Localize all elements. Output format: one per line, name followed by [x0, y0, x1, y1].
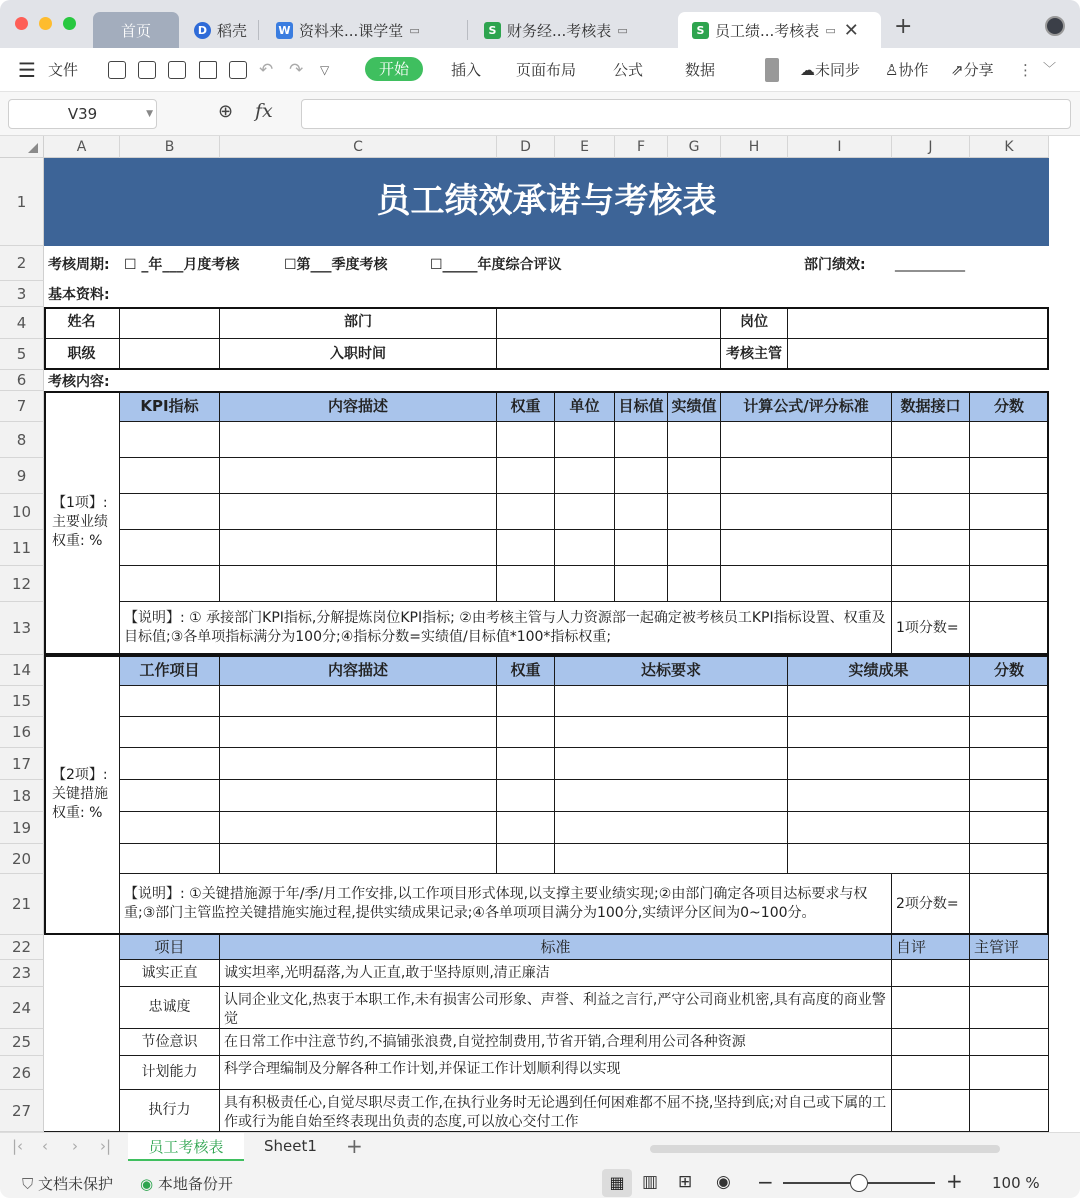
section2-data-cell[interactable] — [788, 812, 970, 844]
row-header-17[interactable]: 17 — [0, 748, 44, 780]
manager-eval-cell[interactable] — [970, 960, 1049, 987]
file-menu[interactable]: 文件 — [48, 61, 79, 79]
normal-view-icon[interactable]: ▦ — [602, 1169, 632, 1197]
name-box[interactable] — [8, 99, 157, 129]
section1-data-cell[interactable] — [555, 566, 615, 602]
zoom-level: 100 % — [992, 1174, 1040, 1192]
backup-icon: ◉ — [140, 1175, 154, 1193]
row-header-14[interactable]: 14 — [0, 655, 44, 686]
sheet-tab-sheet1[interactable]: Sheet1 — [264, 1137, 317, 1155]
row-header-20[interactable]: 20 — [0, 844, 44, 874]
period-quarterly[interactable]: ☐第___季度考核 — [284, 256, 388, 273]
collab-button[interactable] — [885, 48, 928, 92]
manager-eval-cell[interactable] — [970, 987, 1049, 1029]
column-header-C[interactable]: C — [220, 136, 497, 158]
section2-data-cell[interactable] — [970, 748, 1049, 780]
sync-label: 未同步 — [815, 61, 861, 79]
tab-data[interactable]: 数据 — [685, 61, 716, 79]
section1-data-cell[interactable] — [970, 530, 1049, 566]
cloud-icon: ☁ — [800, 61, 815, 79]
post-value[interactable] — [788, 307, 1049, 339]
column-header-K[interactable]: K — [970, 136, 1049, 158]
tab-start[interactable]: 开始 — [365, 57, 423, 81]
section1-data-cell[interactable] — [721, 530, 892, 566]
section1-score-label[interactable]: 1项分数= — [892, 602, 970, 655]
name-label[interactable]: 姓名 — [44, 307, 120, 339]
column-header-J[interactable]: J — [892, 136, 970, 158]
row-header-4[interactable]: 4 — [0, 307, 44, 339]
shield-icon: ⛉ — [22, 1175, 34, 1193]
section2-data-cell[interactable] — [497, 748, 555, 780]
sync-status[interactable] — [800, 48, 860, 92]
hire-date-label[interactable]: 入职时间 — [220, 339, 497, 370]
section2-data-cell[interactable] — [120, 686, 220, 717]
supervisor-label[interactable]: 考核主管 — [721, 339, 788, 370]
section2-header[interactable]: 实绩成果 — [788, 655, 970, 686]
spreadsheet-icon: S — [484, 22, 501, 39]
section2-header[interactable]: 内容描述 — [220, 655, 497, 686]
section1-data-cell[interactable] — [970, 422, 1049, 458]
section1-data-cell[interactable] — [220, 566, 497, 602]
export-pdf-icon[interactable] — [168, 61, 186, 79]
tab-label: 员工绩...考核表 — [715, 21, 820, 40]
section2-data-cell[interactable] — [788, 748, 970, 780]
manager-eval-cell[interactable] — [970, 1090, 1049, 1132]
row-header-10[interactable]: 10 — [0, 494, 44, 530]
ribbon-toolbar — [0, 48, 1080, 92]
tab-finance-sheet[interactable] — [470, 12, 675, 48]
self-eval-cell[interactable] — [892, 960, 970, 987]
section1-data-cell[interactable] — [120, 422, 220, 458]
more-options-icon[interactable]: ⋮ — [1018, 61, 1033, 79]
row-header-26[interactable]: 26 — [0, 1056, 44, 1090]
spreadsheet-grid — [0, 136, 1080, 1132]
section2-data-cell[interactable] — [555, 717, 788, 748]
redo-icon[interactable]: ↷ — [289, 60, 304, 80]
desktop-icon: ▭ — [617, 23, 628, 37]
content-label[interactable]: 考核内容: — [48, 373, 110, 390]
menu-icon[interactable]: ☰ — [18, 58, 36, 82]
rank-value[interactable] — [120, 339, 220, 370]
backup-status[interactable] — [140, 1173, 233, 1194]
section2-data-cell[interactable] — [555, 812, 788, 844]
section1-header[interactable]: 权重 — [497, 391, 555, 422]
section1-data-cell[interactable] — [497, 422, 555, 458]
select-all-corner[interactable] — [0, 136, 44, 158]
print-icon[interactable] — [199, 61, 217, 79]
word-doc-icon: W — [276, 22, 293, 39]
section1-data-cell[interactable] — [615, 494, 668, 530]
collab-label: 协作 — [898, 61, 929, 79]
row-header-6[interactable]: 6 — [0, 370, 44, 391]
print-preview-icon[interactable] — [229, 61, 247, 79]
desktop-icon: ▭ — [409, 23, 420, 37]
section1-data-cell[interactable] — [220, 530, 497, 566]
section1-header[interactable]: 计算公式/评分标准 — [721, 391, 892, 422]
row-header-27[interactable]: 27 — [0, 1090, 44, 1132]
section1-data-cell[interactable] — [892, 566, 970, 602]
undo-icon[interactable]: ↶ — [259, 60, 274, 80]
section1-data-cell[interactable] — [721, 458, 892, 494]
section1-data-cell[interactable] — [555, 494, 615, 530]
competency-standard[interactable]: 具有积极责任心,自觉尽职尽责工作,在执行业务时无论遇到任何困难都不屈不挠,坚持到底;对自己或下属的工作或行为能自始至终表现出负责的态度,可以放心交付工作 — [220, 1090, 892, 1132]
last-sheet-icon[interactable]: ›| — [100, 1137, 112, 1155]
section2-data-cell[interactable] — [497, 686, 555, 717]
section2-data-cell[interactable] — [220, 686, 497, 717]
add-sheet-icon[interactable]: + — [346, 1134, 363, 1158]
zoom-slider-handle[interactable] — [850, 1174, 868, 1192]
section1-data-cell[interactable] — [892, 494, 970, 530]
period-yearly[interactable]: ☐_____年度综合评议 — [430, 256, 562, 273]
section2-data-cell[interactable] — [555, 748, 788, 780]
section1-data-cell[interactable] — [220, 458, 497, 494]
competency-item[interactable]: 节俭意识 — [120, 1029, 220, 1056]
section1-data-cell[interactable] — [970, 566, 1049, 602]
section2-data-cell[interactable] — [970, 844, 1049, 874]
more-dropdown-icon[interactable]: ▽ — [320, 63, 330, 77]
section1-header[interactable]: 单位 — [555, 391, 615, 422]
row-header-9[interactable]: 9 — [0, 458, 44, 494]
section2-note[interactable]: 【说明】: ①关键措施源于年/季/月工作安排,以工作项目形式体现,以支撑主要业绩实现;②由部门确定各项目达标要求与权重;③部门主管监控关键措施实施过程,提供实绩成果记录;④各单项项目满分为100分,实绩评分区间为0~100分。 — [120, 874, 892, 935]
section1-note[interactable]: 【说明】: ① 承接部门KPI指标,分解提炼岗位KPI指标; ②由考核主管与人力资源部一起确定被考核员工KPI指标设置、权重及目标值;③各单项指标满分为100分;④指标分数=实绩值/目标值*100*指标权重; — [120, 602, 892, 655]
section2-data-cell[interactable] — [220, 780, 497, 812]
row-header-3[interactable]: 3 — [0, 281, 44, 307]
dept-label[interactable]: 部门 — [220, 307, 497, 339]
section1-data-cell[interactable] — [555, 422, 615, 458]
basic-info-label[interactable]: 基本资料: — [48, 287, 110, 303]
share-button[interactable] — [951, 48, 994, 92]
section1-data-cell[interactable] — [615, 566, 668, 602]
section2-data-cell[interactable] — [497, 780, 555, 812]
supervisor-value[interactable] — [788, 339, 1049, 370]
row-header-5[interactable]: 5 — [0, 339, 44, 370]
column-header-H[interactable]: H — [721, 136, 788, 158]
section2-data-cell[interactable] — [788, 717, 970, 748]
row-header-23[interactable]: 23 — [0, 960, 44, 987]
hire-date-value[interactable] — [497, 339, 721, 370]
section2-data-cell[interactable] — [497, 717, 555, 748]
zoom-out-icon[interactable]: − — [757, 1170, 774, 1194]
section2-data-cell[interactable] — [120, 748, 220, 780]
tab-word-doc[interactable] — [262, 12, 467, 48]
tab-formula[interactable]: 公式 — [613, 61, 644, 79]
section2-score-value[interactable] — [970, 874, 1049, 935]
section1-data-cell[interactable] — [721, 494, 892, 530]
scroll-right-icon[interactable] — [765, 58, 779, 82]
self-eval-cell[interactable] — [892, 1029, 970, 1056]
person-icon: ♙ — [885, 61, 899, 79]
zoom-in-icon[interactable]: + — [946, 1169, 963, 1193]
sheet-title[interactable]: 员工绩效承诺与考核表 — [44, 158, 1049, 246]
tab-label: 资料来...课学堂 — [299, 21, 404, 40]
section1-header[interactable]: 目标值 — [615, 391, 668, 422]
section2-data-cell[interactable] — [970, 686, 1049, 717]
spreadsheet-icon: S — [692, 22, 709, 39]
section1-data-cell[interactable] — [120, 566, 220, 602]
section1-data-cell[interactable] — [615, 422, 668, 458]
horizontal-scrollbar[interactable] — [650, 1145, 1000, 1153]
tab-employee-sheet-active[interactable] — [678, 12, 881, 48]
manager-eval-cell[interactable] — [970, 1029, 1049, 1056]
row-header-18[interactable]: 18 — [0, 780, 44, 812]
section2-data-cell[interactable] — [497, 844, 555, 874]
section2-data-cell[interactable] — [220, 717, 497, 748]
first-sheet-icon[interactable]: |‹ — [12, 1137, 24, 1155]
row-header-21[interactable]: 21 — [0, 874, 44, 935]
competency-standard[interactable]: 科学合理编制及分解各种工作计划,并保证工作计划顺利得以实现 — [220, 1056, 892, 1090]
manager-eval-cell[interactable] — [970, 1056, 1049, 1090]
competency-item[interactable]: 计划能力 — [120, 1056, 220, 1090]
section2-data-cell[interactable] — [220, 844, 497, 874]
backup-label: 本地备份开 — [157, 1175, 233, 1193]
section1-data-cell[interactable] — [668, 458, 721, 494]
section2-data-cell[interactable] — [497, 812, 555, 844]
doc-protect-status[interactable] — [22, 1173, 113, 1194]
row-header-1[interactable]: 1 — [0, 158, 44, 246]
tab-label: 首页 — [120, 21, 151, 40]
section1-data-cell[interactable] — [615, 458, 668, 494]
section1-data-cell[interactable] — [497, 566, 555, 602]
competency-standard[interactable]: 在日常工作中注意节约,不搞铺张浪费,自觉控制费用,节省开销,合理利用公司各种资源 — [220, 1029, 892, 1056]
section1-data-cell[interactable] — [120, 494, 220, 530]
self-eval-cell[interactable] — [892, 1090, 970, 1132]
post-label[interactable]: 岗位 — [721, 307, 788, 339]
section1-data-cell[interactable] — [120, 458, 220, 494]
section2-header[interactable]: 权重 — [497, 655, 555, 686]
section2-header[interactable]: 达标要求 — [555, 655, 788, 686]
section1-data-cell[interactable] — [497, 494, 555, 530]
column-header-F[interactable]: F — [615, 136, 668, 158]
section2-data-cell[interactable] — [555, 844, 788, 874]
column-header-E[interactable]: E — [555, 136, 615, 158]
row-header-2[interactable]: 2 — [0, 246, 44, 281]
section1-data-cell[interactable] — [892, 422, 970, 458]
row-header-13[interactable]: 13 — [0, 602, 44, 655]
section2-data-cell[interactable] — [120, 812, 220, 844]
title-bar — [0, 0, 1080, 48]
tab-label: 财务经...考核表 — [507, 21, 612, 40]
section1-score-value[interactable] — [970, 602, 1049, 655]
tab-page-layout[interactable]: 页面布局 — [516, 61, 577, 79]
section1-data-cell[interactable] — [497, 458, 555, 494]
section2-data-cell[interactable] — [555, 686, 788, 717]
docer-icon: D — [194, 22, 211, 39]
function-icon[interactable]: fx — [255, 100, 273, 122]
section2-data-cell[interactable] — [970, 780, 1049, 812]
section1-header[interactable]: 实绩值 — [668, 391, 721, 422]
column-header-B[interactable]: B — [120, 136, 220, 158]
next-sheet-icon[interactable]: › — [72, 1137, 78, 1155]
dept-value[interactable] — [497, 307, 721, 339]
eye-protection-icon[interactable]: ◉ — [716, 1172, 731, 1192]
column-header-A[interactable]: A — [44, 136, 120, 158]
share-label: 分享 — [963, 61, 994, 79]
chevron-down-icon: ▼ — [146, 109, 153, 119]
section2-header[interactable]: 分数 — [970, 655, 1049, 686]
share-icon: ⇗ — [951, 61, 964, 79]
close-window-button[interactable] — [15, 17, 28, 30]
section3-header[interactable]: 主管评 — [970, 935, 1049, 960]
protect-label: 文档未保护 — [38, 1175, 114, 1193]
section1-header[interactable]: 内容描述 — [220, 391, 497, 422]
section2-data-cell[interactable] — [220, 748, 497, 780]
page-break-icon[interactable]: ⊞ — [678, 1172, 693, 1192]
section2-data-cell[interactable] — [970, 717, 1049, 748]
close-tab-icon[interactable]: ✕ — [843, 19, 859, 41]
section2-data-cell[interactable] — [120, 844, 220, 874]
section2-data-cell[interactable] — [555, 780, 788, 812]
row-header-24[interactable]: 24 — [0, 987, 44, 1029]
row-header-12[interactable]: 12 — [0, 566, 44, 602]
section2-data-cell[interactable] — [120, 717, 220, 748]
section1-data-cell[interactable] — [220, 422, 497, 458]
section2-data-cell[interactable] — [120, 780, 220, 812]
section1-data-cell[interactable] — [615, 530, 668, 566]
section1-data-cell[interactable] — [970, 458, 1049, 494]
section1-data-cell[interactable] — [497, 530, 555, 566]
section1-data-cell[interactable] — [555, 458, 615, 494]
row-header-16[interactable]: 16 — [0, 717, 44, 748]
collapse-ribbon-icon[interactable]: ﹀ — [1043, 62, 1057, 77]
row-header-25[interactable]: 25 — [0, 1029, 44, 1056]
section1-side-label[interactable]: 【1项】: 主要业绩 权重: % — [44, 391, 120, 655]
period-monthly[interactable]: ☐ _年___月度考核 — [124, 256, 240, 273]
formula-input[interactable] — [301, 99, 1071, 129]
zoom-window-button[interactable] — [63, 17, 76, 30]
section1-data-cell[interactable] — [721, 566, 892, 602]
competency-standard[interactable]: 认同企业文化,热衷于本职工作,未有损害公司形象、声誉、利益之言行,严守公司商业机密,具有高度的商业警觉 — [220, 987, 892, 1029]
tab-home[interactable] — [93, 12, 179, 48]
open-folder-icon[interactable] — [108, 61, 126, 79]
zoom-search-icon[interactable]: ⊕ — [218, 101, 234, 122]
competency-item[interactable]: 诚实正直 — [120, 960, 220, 987]
section2-data-cell[interactable] — [970, 812, 1049, 844]
column-header-G[interactable]: G — [668, 136, 721, 158]
formula-bar — [0, 92, 1080, 136]
row-header-8[interactable]: 8 — [0, 422, 44, 458]
section1-data-cell[interactable] — [892, 530, 970, 566]
prev-sheet-icon[interactable]: ‹ — [42, 1137, 48, 1155]
section1-header[interactable]: KPI指标 — [120, 391, 220, 422]
section1-data-cell[interactable] — [892, 458, 970, 494]
section1-header[interactable]: 数据接口 — [892, 391, 970, 422]
section1-data-cell[interactable] — [220, 494, 497, 530]
name-value[interactable] — [120, 307, 220, 339]
section1-data-cell[interactable] — [970, 494, 1049, 530]
row-header-19[interactable]: 19 — [0, 812, 44, 844]
page-view-icon[interactable]: ▥ — [642, 1172, 659, 1192]
section2-data-cell[interactable] — [788, 844, 970, 874]
dept-perf-label[interactable]: 部门绩效: — [804, 256, 866, 273]
competency-item[interactable]: 忠诚度 — [120, 987, 220, 1029]
row-header-11[interactable]: 11 — [0, 530, 44, 566]
minimize-window-button[interactable] — [39, 17, 52, 30]
new-tab-button[interactable]: + — [894, 14, 913, 39]
self-eval-cell[interactable] — [892, 1056, 970, 1090]
competency-standard[interactable]: 诚实坦率,光明磊落,为人正直,敢于坚持原则,清正廉洁 — [220, 960, 892, 987]
section1-data-cell[interactable] — [120, 530, 220, 566]
section1-data-cell[interactable] — [721, 422, 892, 458]
section2-data-cell[interactable] — [788, 780, 970, 812]
cell-reference: V39 — [67, 105, 98, 123]
section1-data-cell[interactable] — [668, 530, 721, 566]
sheet-tab-active[interactable]: 员工考核表 — [128, 1133, 244, 1161]
section3-header[interactable]: 项目 — [120, 935, 220, 960]
desktop-icon: ▭ — [825, 23, 836, 37]
section2-score-label[interactable]: 2项分数= — [892, 874, 970, 935]
section2-data-cell[interactable] — [788, 686, 970, 717]
tab-divider — [467, 20, 468, 40]
section2-data-cell[interactable] — [220, 812, 497, 844]
section2-header[interactable]: 工作项目 — [120, 655, 220, 686]
section1-data-cell[interactable] — [555, 530, 615, 566]
section1-data-cell[interactable] — [668, 422, 721, 458]
section3-header[interactable]: 自评 — [892, 935, 970, 960]
save-icon[interactable] — [138, 61, 156, 79]
period-label[interactable]: 考核周期: — [48, 256, 110, 273]
tab-label: 稻壳 — [217, 21, 248, 40]
tab-divider — [258, 20, 259, 40]
status-bar — [0, 1132, 1080, 1198]
self-eval-cell[interactable] — [892, 987, 970, 1029]
avatar[interactable] — [1045, 16, 1065, 36]
section1-data-cell[interactable] — [668, 494, 721, 530]
section1-header[interactable]: 分数 — [970, 391, 1049, 422]
row-header-15[interactable]: 15 — [0, 686, 44, 717]
tab-docer[interactable] — [180, 12, 258, 48]
competency-item[interactable]: 执行力 — [120, 1090, 220, 1132]
rank-label[interactable]: 职级 — [44, 339, 120, 370]
dept-perf-blank[interactable]: __________ — [895, 255, 965, 272]
section3-side-label[interactable] — [44, 935, 120, 1132]
column-header-I[interactable]: I — [788, 136, 892, 158]
row-header-22[interactable]: 22 — [0, 935, 44, 960]
row-header-7[interactable]: 7 — [0, 391, 44, 422]
section2-side-label[interactable]: 【2项】: 关键措施 权重: % — [44, 655, 120, 935]
tab-insert[interactable]: 插入 — [451, 61, 482, 79]
section3-header[interactable]: 标准 — [220, 935, 892, 960]
column-header-D[interactable]: D — [497, 136, 555, 158]
section1-data-cell[interactable] — [668, 566, 721, 602]
